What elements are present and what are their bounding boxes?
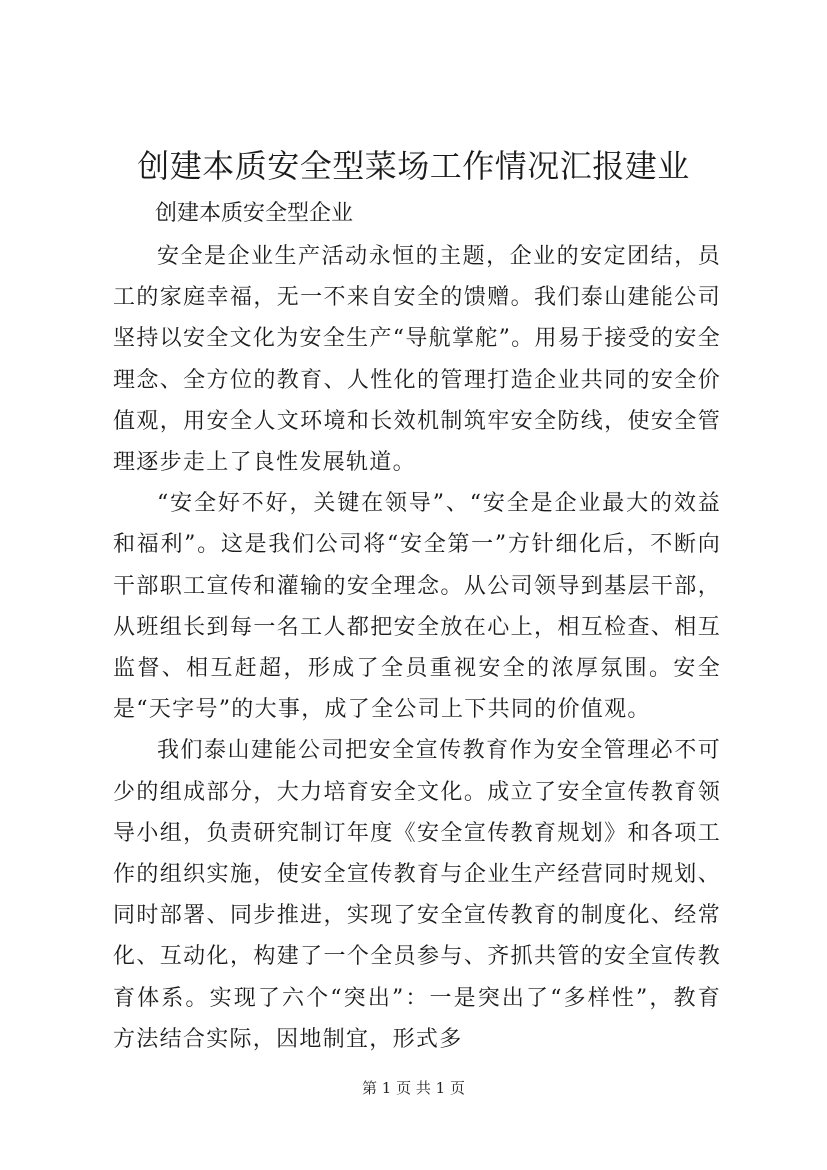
document-subtitle: 创建本质安全型企业	[155, 201, 354, 226]
document-body	[113, 236, 721, 1060]
paragraph: “安全好不好，关键在领导”、“安全是企业最大的效益和福利”。这是我们公司将“安全第一”方针细化后，不断向干部职工宣传和灌输的安全理念。从公司领导到基层干部，从班组长到每一名工人都把安全放在心上，相互检查、相互监督、相互赶超，形成了全员重视安全的浓厚氛围。安全是“天字号”的大事，成了全公司上下共同的价值观。	[113, 491, 721, 723]
paragraph: 我们泰山建能公司把安全宣传教育作为安全管理必不可少的组成部分，大力培育安全文化。成立了安全宣传教育领导小组，负责研究制订年度《安全宣传教育规划》和各项工作的组织实施，使安全宣传教育与企业生产经营同时规划、同时部署、同步推进，实现了安全宣传教育的制度化、经常化、互动化，构建了一个全员参与、齐抓共管的安全宣传教育体系。实现了六个“突出”：一是突出了“多样性”，教育方法结合实际，因地制宜，形式多	[113, 738, 721, 1052]
page-footer: 第 1 页 共 1 页	[362, 1079, 465, 1097]
paragraph: 安全是企业生产活动永恒的主题，企业的安定团结，员工的家庭幸福，无一不来自安全的馈赠。我们泰山建能公司坚持以安全文化为安全生产“导航掌舵”。用易于接受的安全理念、全方位的教育、人性化的管理打造企业共同的安全价值观，用安全人文环境和长效机制筑牢安全防线，使安全管理逐步走上了良性发展轨道。	[113, 244, 721, 476]
document-title: 创建本质安全型菜场工作情况汇报建业	[137, 147, 690, 185]
